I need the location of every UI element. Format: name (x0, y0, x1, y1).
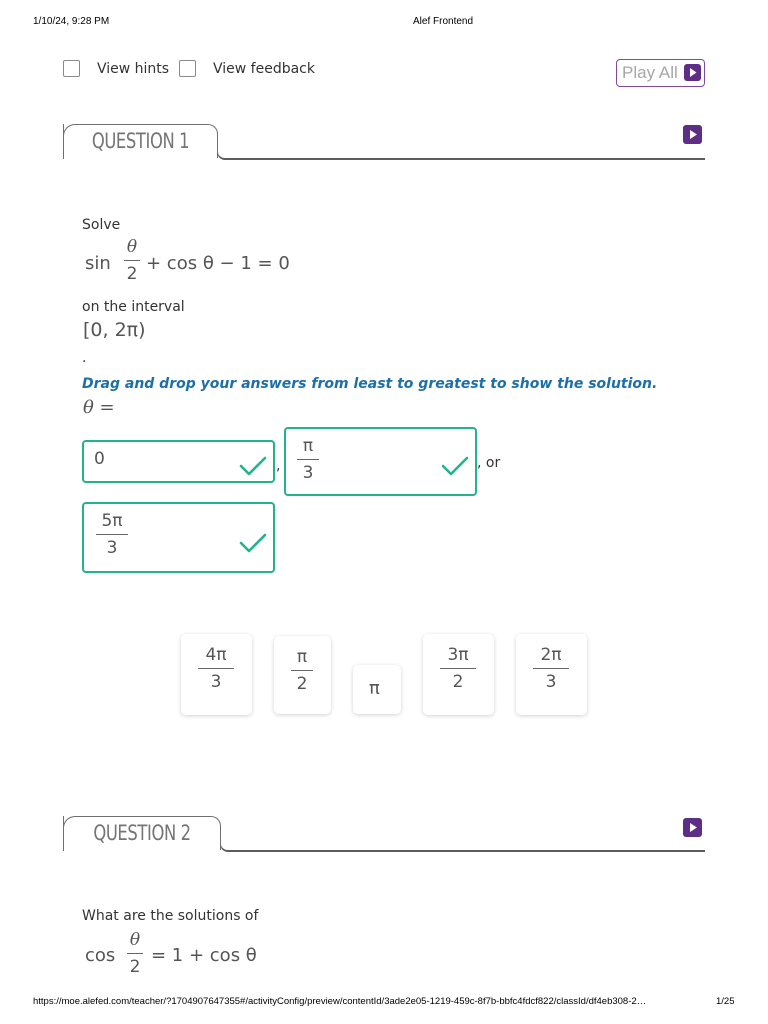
answer-slot-2-fraction (297, 435, 319, 484)
question-2-rule (229, 850, 705, 852)
option-bar (533, 668, 569, 669)
option-tile-4pi-over-3[interactable] (181, 634, 252, 715)
equation-fraction (124, 236, 140, 285)
q2-fraction-numerator: θ (129, 930, 141, 950)
view-feedback-checkbox[interactable] (179, 60, 196, 77)
answer-slot-3-denominator: 3 (106, 538, 118, 558)
view-feedback-label[interactable]: View feedback (213, 61, 315, 77)
theta-equals: θ = (83, 397, 115, 418)
option-denominator: 2 (452, 672, 464, 692)
print-page-number: 1/25 (716, 996, 735, 1007)
answer-slot-2-denominator: 3 (302, 463, 314, 483)
question-1-play-icon[interactable] (683, 125, 702, 144)
print-title: Alef Frontend (413, 16, 474, 27)
question-2-tab-edge (63, 816, 64, 851)
option-tile-pi[interactable] (353, 665, 401, 714)
option-bar (291, 670, 313, 671)
q2-equation-fraction (127, 929, 143, 978)
option-numerator: 2π (540, 645, 562, 665)
answer-slot-3-bar (96, 534, 128, 535)
question-2-title: QUESTION 2 (93, 821, 191, 845)
option-fraction (440, 644, 476, 693)
option-tile-2pi-over-3[interactable] (516, 634, 587, 715)
option-fraction (533, 644, 569, 693)
answer-slot-2-numerator: π (302, 436, 314, 456)
fraction-denominator: 2 (126, 264, 138, 284)
option-denominator: 2 (296, 674, 308, 694)
play-all-label: Play All (622, 63, 678, 82)
option-fraction (198, 644, 234, 693)
question-2-play-icon[interactable] (683, 818, 702, 837)
question-1-rule (226, 158, 705, 160)
option-bar (440, 668, 476, 669)
option-denominator: 3 (545, 672, 557, 692)
question-1-tab-edge (63, 124, 64, 159)
interval-label: on the interval (82, 299, 185, 315)
checkmark-icon (238, 455, 268, 477)
question-2-tab (63, 816, 221, 850)
interval-value: [0, 2π) (83, 319, 146, 341)
option-numerator: 3π (447, 645, 469, 665)
question-1-intro: Solve (82, 217, 121, 233)
q2-equation-rest: = 1 + cos θ (151, 945, 257, 966)
q2-equation-cos: cos (85, 945, 116, 966)
answer-slot-2-bar (297, 459, 319, 460)
question-2-intro: What are the solutions of (82, 908, 259, 924)
question-1-title: QUESTION 1 (91, 129, 190, 153)
equation-sin: sin (85, 253, 111, 274)
print-datetime: 1/10/24, 9:28 PM (33, 16, 110, 27)
answer-slot-3-fraction (96, 510, 128, 559)
drag-drop-instruction: Drag and drop your answers from least to greatest to show the solution. (82, 376, 658, 392)
answer-slot-1-value: 0 (94, 449, 105, 469)
checkmark-icon (440, 455, 470, 477)
fraction-numerator: θ (126, 237, 138, 257)
option-numerator: π (296, 647, 308, 667)
answer-separator-or: , or (477, 455, 501, 471)
checkmark-icon (238, 532, 268, 554)
option-fraction (291, 646, 313, 695)
option-tile-pi-over-2[interactable] (274, 636, 331, 714)
answer-slot-3-numerator: 5π (101, 511, 123, 531)
answer-slot-3[interactable] (82, 502, 275, 573)
view-hints-checkbox[interactable] (63, 60, 80, 77)
q2-fraction-bar (127, 953, 143, 954)
equation-rest: + cos θ − 1 = 0 (146, 253, 290, 274)
option-denominator: 3 (210, 672, 222, 692)
option-tile-3pi-over-2[interactable] (423, 634, 494, 715)
play-all-button[interactable] (616, 59, 705, 87)
option-value: π (369, 678, 380, 699)
print-url: https://moe.alefed.com/teacher/?1704907647355#/activityConfig/preview/contentId/3ade2e05-1219-459c-8f7b-bbfc4fdcf822/classId/df4eb308-2… (33, 996, 647, 1007)
answer-slot-2[interactable] (284, 427, 477, 496)
answer-separator-comma: , (276, 458, 281, 474)
fraction-bar (124, 260, 140, 261)
question-1-tab (63, 124, 218, 158)
play-icon (684, 64, 701, 81)
option-bar (198, 668, 234, 669)
interval-period: . (82, 350, 87, 366)
answer-slot-1[interactable] (82, 440, 275, 483)
view-hints-label[interactable]: View hints (97, 61, 170, 77)
option-numerator: 4π (205, 645, 227, 665)
q2-fraction-denominator: 2 (129, 957, 141, 977)
